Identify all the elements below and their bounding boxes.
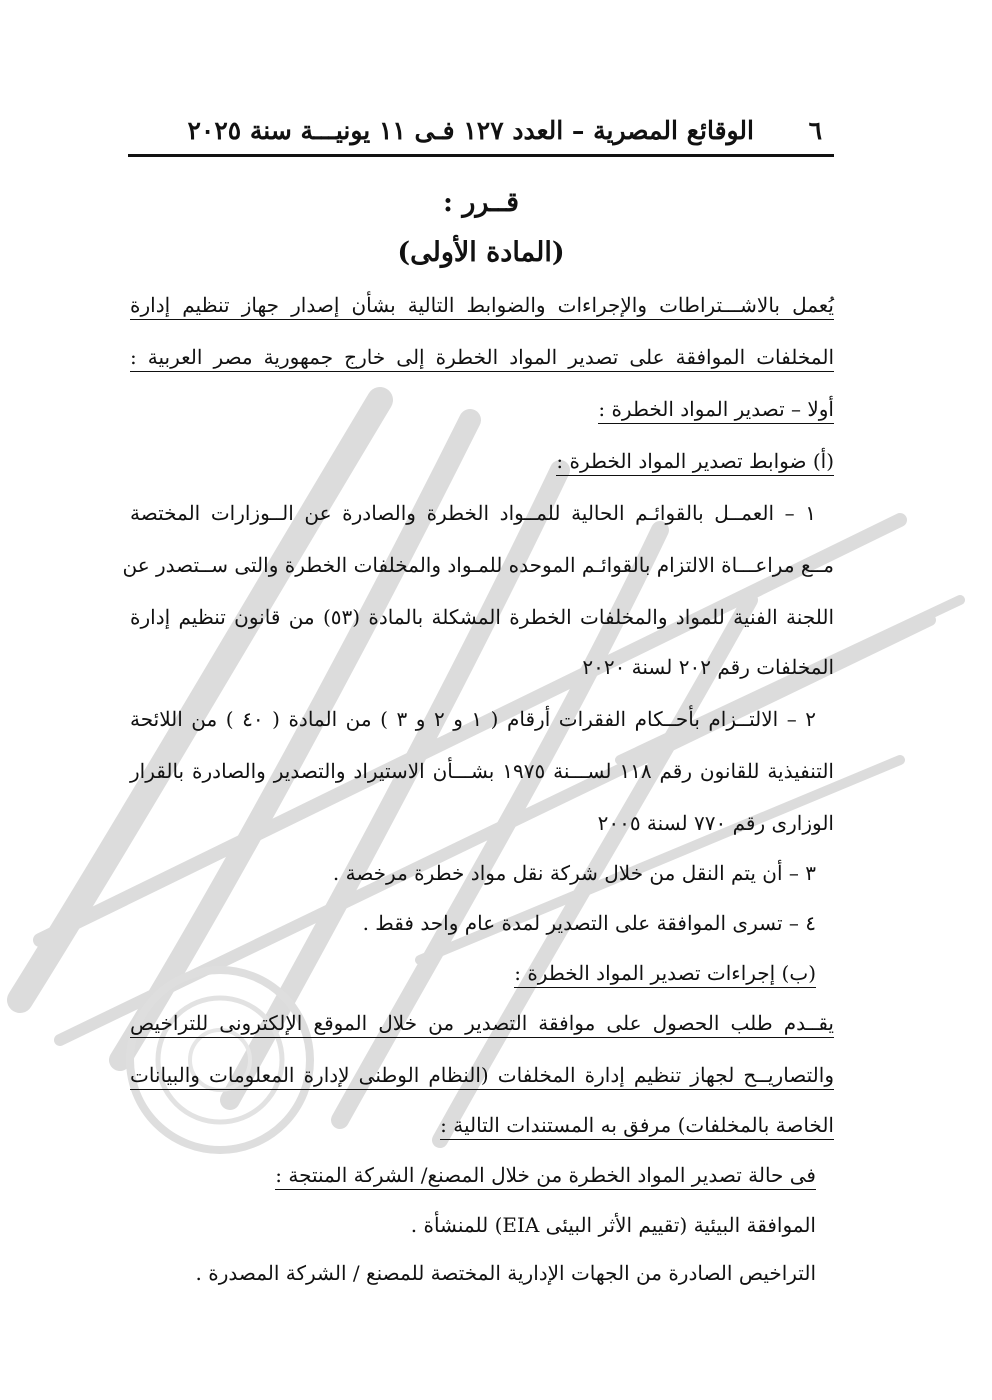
- item-1-line-4: المخلفات رقم ٢٠٢ لسنة ٢٠٢٠: [582, 655, 834, 679]
- item-2-line-3: الوزارى رقم ٧٧٠ لسنة ٢٠٠٥: [597, 811, 834, 835]
- item-2-line-1: ٢ – الالتــزام بأحــكام الفقرات أرقام ( ١ و ٢ و ٣ ) من المادة ( ٤٠ ) من اللائحة: [130, 707, 816, 731]
- item-1-line-2: مــع مراعـــاة الالتزام بالقوائـم الموحده للمـواد والمخلفات الخطرة والتى ســتصدر عن: [122, 553, 834, 577]
- item-2-line-2: التنفيذية للقانون رقم ١١٨ لســـنة ١٩٧٥ بشـــأن الاستيراد والتصدير والصادرة بالقرار: [130, 759, 834, 783]
- factory-case-heading: فى حالة تصدير المواد الخطرة من خلال المصنع/ الشركة المنتجة :: [275, 1158, 816, 1192]
- sub-a-title: (أ) ضوابط تصدير المواد الخطرة :: [556, 444, 834, 478]
- gazette-issue-title: الوقائع المصرية – العدد ١٢٧ فـى ١١ يونيـــة سنة ٢٠٢٥: [187, 116, 754, 145]
- item-1-line-1: ١ – العمــل بالقوائـم الحالية للمــواد الخطرة والصادرة عن الــوزارات المختصة: [130, 501, 816, 525]
- page-number: ٦: [808, 116, 822, 145]
- article-title: (المادة الأولى): [397, 237, 565, 268]
- page-header: [128, 108, 834, 157]
- item-4: ٤ – تسرى الموافقة على التصدير لمدة عام واحد فقط .: [362, 911, 816, 935]
- item-3: ٣ – أن يتم النقل من خلال شركة نقل مواد خطرة مرخصة .: [332, 861, 816, 885]
- item-1-line-3: اللجنة الفنية للمواد والمخلفات الخطرة المشكلة بالمادة (٥٣) من قانون تنظيم إدارة: [130, 605, 834, 629]
- sub-b-title: (ب) إجراءات تصدير المواد الخطرة :: [514, 956, 816, 990]
- intro-line-2: المخلفات الموافقة على تصدير المواد الخطرة إلى خارج جمهورية مصر العربية :: [130, 340, 834, 374]
- document-2: التراخيص الصادرة من الجهات الإدارية المختصة للمصنع / الشركة المصدرة .: [195, 1261, 816, 1285]
- document-1: الموافقة البيئية (تقييم الأثر البيئى EIA) للمنشأة .: [410, 1213, 816, 1237]
- procedure-line-2: والتصاريــح لجهاز تنظيم إدارة المخلفات (النظام الوطنى لإدارة المعلومات والبيانات: [130, 1058, 834, 1092]
- section-1-title: أولا – تصدير المواد الخطرة :: [598, 392, 834, 426]
- official-seal-watermark-icon: [0, 240, 992, 1260]
- intro-line-1: يُعمل بالاشـــتراطات والإجراءات والضوابط التالية بشأن إصدار جهاز تنظيم إدارة: [130, 288, 834, 322]
- procedure-line-3: الخاصة بالمخلفات) مرفق به المستندات التالية :: [440, 1108, 834, 1142]
- decision-heading: قــرر :: [442, 187, 520, 218]
- procedure-line-1: يقــدم طلب الحصول على موافقة التصدير من خلال الموقع الإلكترونى للتراخيص: [130, 1006, 834, 1040]
